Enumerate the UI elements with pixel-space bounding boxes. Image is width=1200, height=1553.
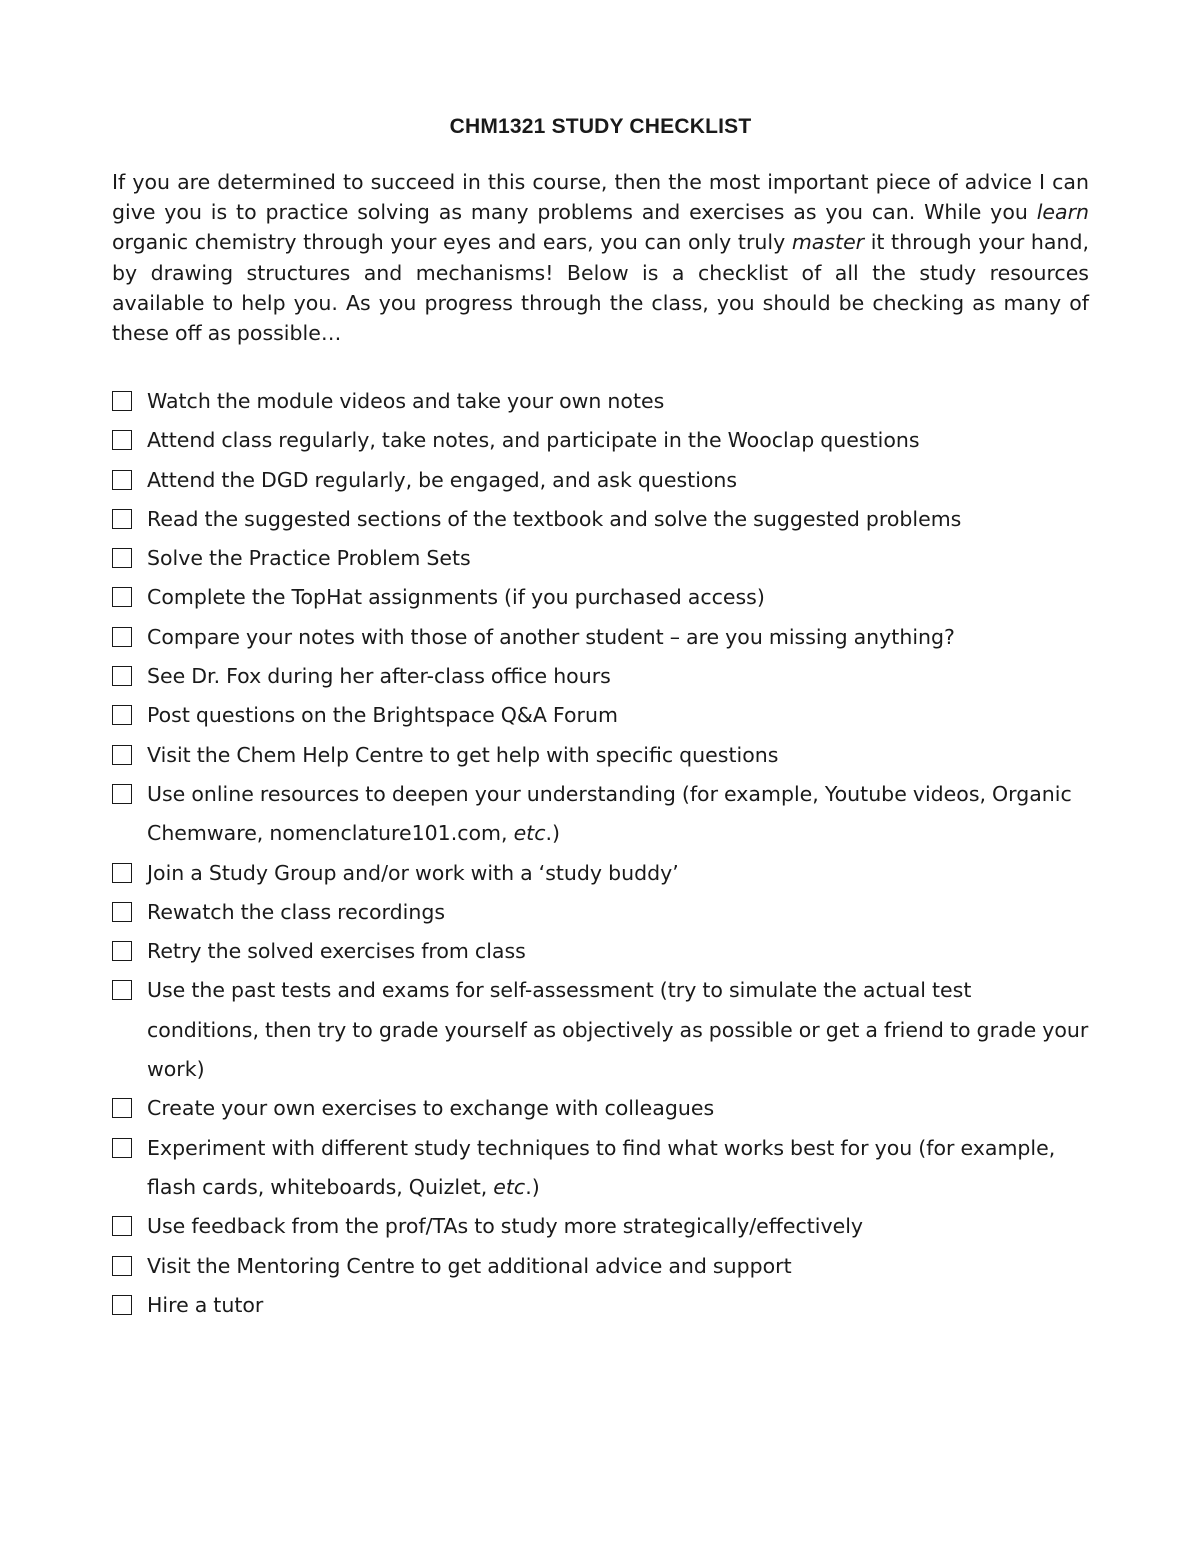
checkbox[interactable]	[112, 863, 132, 883]
checklist-item-label: Use feedback from the prof/TAs to study more strategically/effectively	[147, 1214, 864, 1239]
checklist-item	[112, 539, 1089, 578]
checklist-item	[112, 1286, 1089, 1325]
checklist-item	[112, 578, 1089, 617]
intro-text-2: organic chemistry through your eyes and ears, you can only truly	[112, 230, 792, 255]
checkbox[interactable]	[112, 705, 132, 725]
checklist-item	[112, 775, 1089, 854]
checklist-item-label: Solve the Practice Problem Sets	[147, 546, 471, 571]
checklist-item-suffix: .)	[525, 1174, 540, 1199]
intro-emphasis-master: master	[791, 230, 865, 255]
study-checklist	[112, 382, 1089, 1325]
checkbox[interactable]	[112, 784, 132, 804]
intro-text-1: If you are determined to succeed in this course, then the most important piece of advice I can give you is to practice solving as many problems and exercises as you can. While you	[112, 170, 1089, 225]
checkbox[interactable]	[112, 430, 132, 450]
checklist-item-label: Watch the module videos and take your own notes	[147, 389, 665, 413]
checklist-item-label: Compare your notes with those of another student – are you missing anything?	[147, 624, 955, 649]
checklist-item-label: Join a Study Group and/or work with a ‘study buddy’	[147, 860, 679, 885]
intro-emphasis-learn: learn	[1036, 200, 1089, 225]
checkbox[interactable]	[112, 627, 132, 647]
checklist-item	[112, 618, 1089, 657]
intro-text-3: it through your hand, by drawing structures and mechanisms! Below is a checklist of all the study resources available to help you. As you progress through the class, you should be checking as many of these off as possible…	[112, 230, 1089, 346]
checklist-item-label: Read the suggested sections of the textbook and solve the suggested problems	[147, 506, 962, 531]
checklist-item	[112, 1089, 1089, 1128]
checkbox[interactable]	[112, 587, 132, 607]
checklist-item	[112, 854, 1089, 893]
checklist-item-label: Use the past tests and exams for self-assessment (try to simulate the actual test conditions, then try to grade yourself as objectively as possible or get a friend to grade your work)	[147, 978, 1089, 1082]
checklist-item	[112, 932, 1089, 971]
checklist-item-emphasis: etc	[493, 1174, 526, 1199]
checklist-item-label: Visit the Chem Help Centre to get help with specific questions	[147, 742, 779, 767]
checklist-item-label: Create your own exercises to exchange with colleagues	[147, 1096, 715, 1121]
checkbox[interactable]	[112, 1098, 132, 1118]
checklist-item-label: Visit the Mentoring Centre to get additional advice and support	[147, 1253, 792, 1278]
checklist-item-label: Complete the TopHat assignments (if you purchased access)	[147, 585, 765, 610]
checklist-item	[112, 421, 1089, 460]
checkbox[interactable]	[112, 509, 132, 529]
checklist-item	[112, 893, 1089, 932]
checkbox[interactable]	[112, 745, 132, 765]
checkbox[interactable]	[112, 1295, 132, 1315]
checklist-item	[112, 500, 1089, 539]
checklist-item	[112, 657, 1089, 696]
checkbox[interactable]	[112, 1216, 132, 1236]
checkbox[interactable]	[112, 391, 132, 411]
checkbox[interactable]	[112, 1138, 132, 1158]
checklist-item-emphasis: etc	[513, 821, 546, 846]
checkbox[interactable]	[112, 1256, 132, 1276]
checklist-item	[112, 736, 1089, 775]
checklist-item	[112, 1129, 1089, 1208]
checklist-item-label: Use online resources to deepen your understanding (for example, Youtube videos, Organic Chemware, nomenclature101.com,	[147, 781, 1072, 846]
checklist-item-label: Experiment with different study techniques to find what works best for you (for example, flash cards, whiteboards, Quizlet,	[147, 1135, 1056, 1199]
checklist-item-label: Rewatch the class recordings	[147, 899, 446, 924]
checkbox[interactable]	[112, 902, 132, 922]
checklist-item	[112, 1247, 1089, 1286]
checkbox[interactable]	[112, 941, 132, 961]
checklist-item	[112, 382, 1089, 421]
checklist-item-suffix: .)	[545, 821, 560, 846]
checklist-item-label: Attend class regularly, take notes, and participate in the Wooclap questions	[147, 428, 920, 453]
checklist-item	[112, 1207, 1089, 1246]
checklist-item-label: Retry the solved exercises from class	[147, 939, 526, 964]
checkbox[interactable]	[112, 470, 132, 490]
page-title: CHM1321 STUDY CHECKLIST	[449, 115, 752, 138]
checkbox[interactable]	[112, 548, 132, 568]
checklist-item	[112, 971, 1089, 1089]
checklist-item-label: Post questions on the Brightspace Q&A Forum	[147, 703, 618, 728]
checkbox[interactable]	[112, 980, 132, 1000]
intro-paragraph	[112, 167, 1089, 348]
checklist-item-label: Hire a tutor	[147, 1292, 264, 1317]
checklist-item-label: See Dr. Fox during her after-class office hours	[147, 664, 611, 689]
checklist-item	[112, 696, 1089, 735]
checklist-item-label: Attend the DGD regularly, be engaged, and ask questions	[147, 467, 738, 492]
checklist-item	[112, 461, 1089, 500]
checkbox[interactable]	[112, 666, 132, 686]
